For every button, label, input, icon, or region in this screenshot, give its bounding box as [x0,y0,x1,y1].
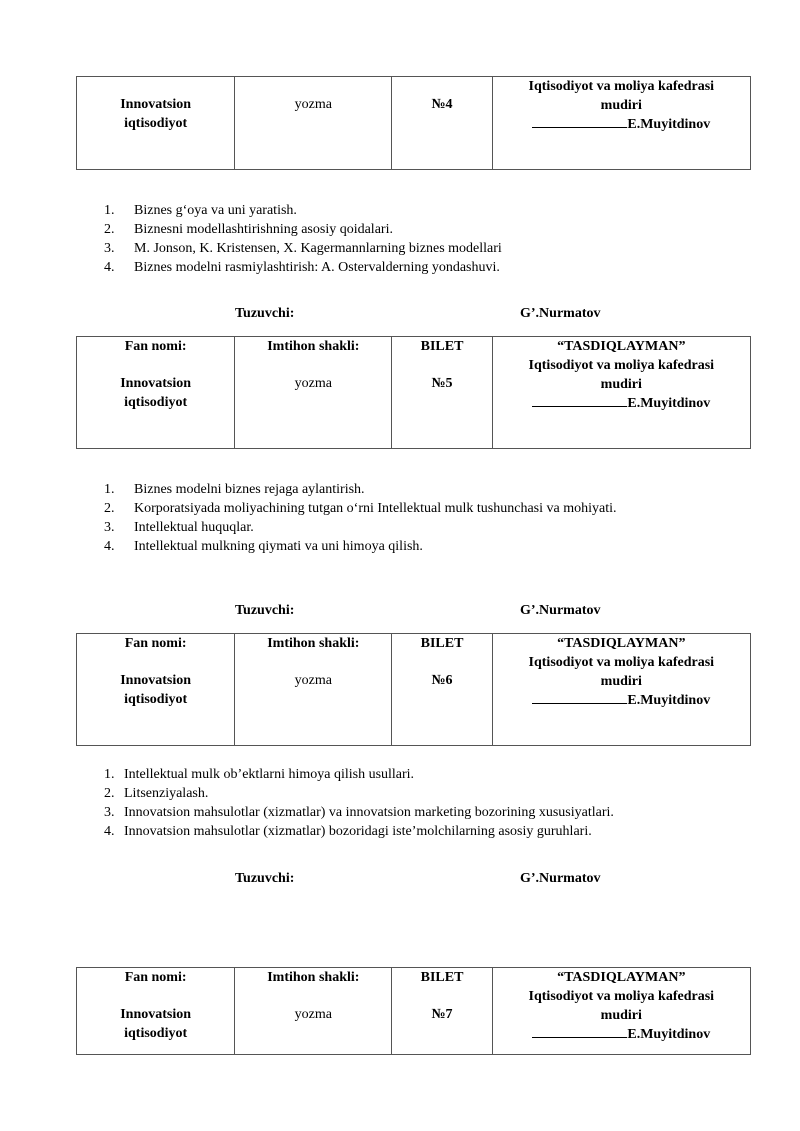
shakl-cell [235,77,392,170]
list-item: 2. Korporatsiyada moliyachining tutgan o‘rni Intellektual mulk tushunchasi va mohiyati. [104,501,617,516]
mudir-name: E.Muyitdinov [627,117,711,132]
mudir-signature [532,1025,710,1044]
approval-heading: “TASDIQLAYMAN” [557,339,686,354]
question-list [104,765,614,841]
list-item: 4. Innovatsion mahsulotlar (xizmatlar) bozoridagi iste’molchilarning asosiy guruhlari. [104,824,592,839]
bilet-number: №7 [431,1007,453,1022]
shakl-cell [235,634,392,746]
bilet-label: BILET [420,636,464,651]
kafedra-line: mudiri [600,377,642,392]
bilet-cell [392,337,492,449]
fan-label: Fan nomi: [124,636,187,651]
fan-value: iqtisodiyot [124,692,188,707]
fan-value: Innovatsion [120,97,192,112]
bilet-number: №5 [431,376,453,391]
question-list [104,201,502,277]
bilet-number: №6 [431,673,453,688]
list-item: 1. Intellektual mulk ob’ektlarni himoya qilish usullari. [104,767,415,782]
fan-label: Fan nomi: [124,970,187,985]
list-item: 4. Biznes modelni rasmiylashtirish: A. Ostervalderning yondashuvi. [104,260,500,275]
kafedra-line: Iqtisodiyot va moliya kafedrasi [528,358,715,373]
shakl-label: Imtihon shakli: [267,970,360,985]
mudir-signature [532,394,710,413]
shakl-value: yozma [294,376,332,391]
author-name: G’.Nurmatov [520,871,601,886]
fan-value: Innovatsion [120,673,192,688]
list-item: 3. Innovatsion mahsulotlar (xizmatlar) va innovatsion marketing bozorining xususiyatlari. [104,805,614,820]
author-label: Tuzuvchi: [235,306,295,321]
approval-cell [492,77,750,170]
approval-cell [492,337,750,449]
shakl-value: yozma [294,97,332,112]
fan-label: Fan nomi: [124,339,187,354]
mudir-name: E.Muyitdinov [627,693,711,708]
kafedra-line: Iqtisodiyot va moliya kafedrasi [528,655,715,670]
ticket-table [76,967,751,1055]
fan-cell [77,77,235,170]
approval-cell [492,634,750,746]
author-name: G’.Nurmatov [520,306,601,321]
list-item: 1. Biznes g‘oya va uni yaratish. [104,203,297,218]
fan-value: Innovatsion [120,376,192,391]
fan-value: iqtisodiyot [124,395,188,410]
shakl-value: yozma [294,1007,332,1022]
ticket-table [76,76,751,170]
list-item: 2. Litsenziyalash. [104,786,209,801]
kafedra-line: mudiri [600,1008,642,1023]
list-item: 4. Intellektual mulkning qiymati va uni himoya qilish. [104,539,423,554]
mudir-name: E.Muyitdinov [627,1027,711,1042]
fan-cell [77,634,235,746]
kafedra-line: Iqtisodiyot va moliya kafedrasi [528,79,715,94]
fan-value: iqtisodiyot [124,116,188,131]
fan-value: iqtisodiyot [124,1026,188,1041]
list-item: 3. Intellektual huquqlar. [104,520,254,535]
bilet-cell [392,77,492,170]
ticket-table [76,336,751,449]
shakl-label: Imtihon shakli: [267,636,360,651]
bilet-cell [392,634,492,746]
list-item: 2. Biznesni modellashtirishning asosiy qoidalari. [104,222,393,237]
fan-cell [77,968,235,1055]
kafedra-line: mudiri [600,674,642,689]
question-list [104,480,617,556]
mudir-name: E.Muyitdinov [627,396,711,411]
author-name: G’.Nurmatov [520,603,601,618]
fan-value: Innovatsion [120,1007,192,1022]
shakl-label: Imtihon shakli: [267,339,360,354]
author-label: Tuzuvchi: [235,871,295,886]
kafedra-line: mudiri [600,98,642,113]
list-item: 1. Biznes modelni biznes rejaga aylantirish. [104,482,365,497]
bilet-label: BILET [420,339,464,354]
ticket-table [76,633,751,746]
approval-cell [492,968,750,1055]
list-item: 3. M. Jonson, K. Kristensen, X. Kagermannlarning biznes modellari [104,241,502,256]
approval-heading: “TASDIQLAYMAN” [557,970,686,985]
bilet-cell [392,968,492,1055]
mudir-signature [532,115,710,134]
mudir-signature [532,691,710,710]
shakl-cell [235,337,392,449]
author-label: Tuzuvchi: [235,603,295,618]
bilet-number: №4 [431,97,453,112]
shakl-cell [235,968,392,1055]
shakl-value: yozma [294,673,332,688]
fan-cell [77,337,235,449]
bilet-label: BILET [420,970,464,985]
kafedra-line: Iqtisodiyot va moliya kafedrasi [528,989,715,1004]
approval-heading: “TASDIQLAYMAN” [557,636,686,651]
